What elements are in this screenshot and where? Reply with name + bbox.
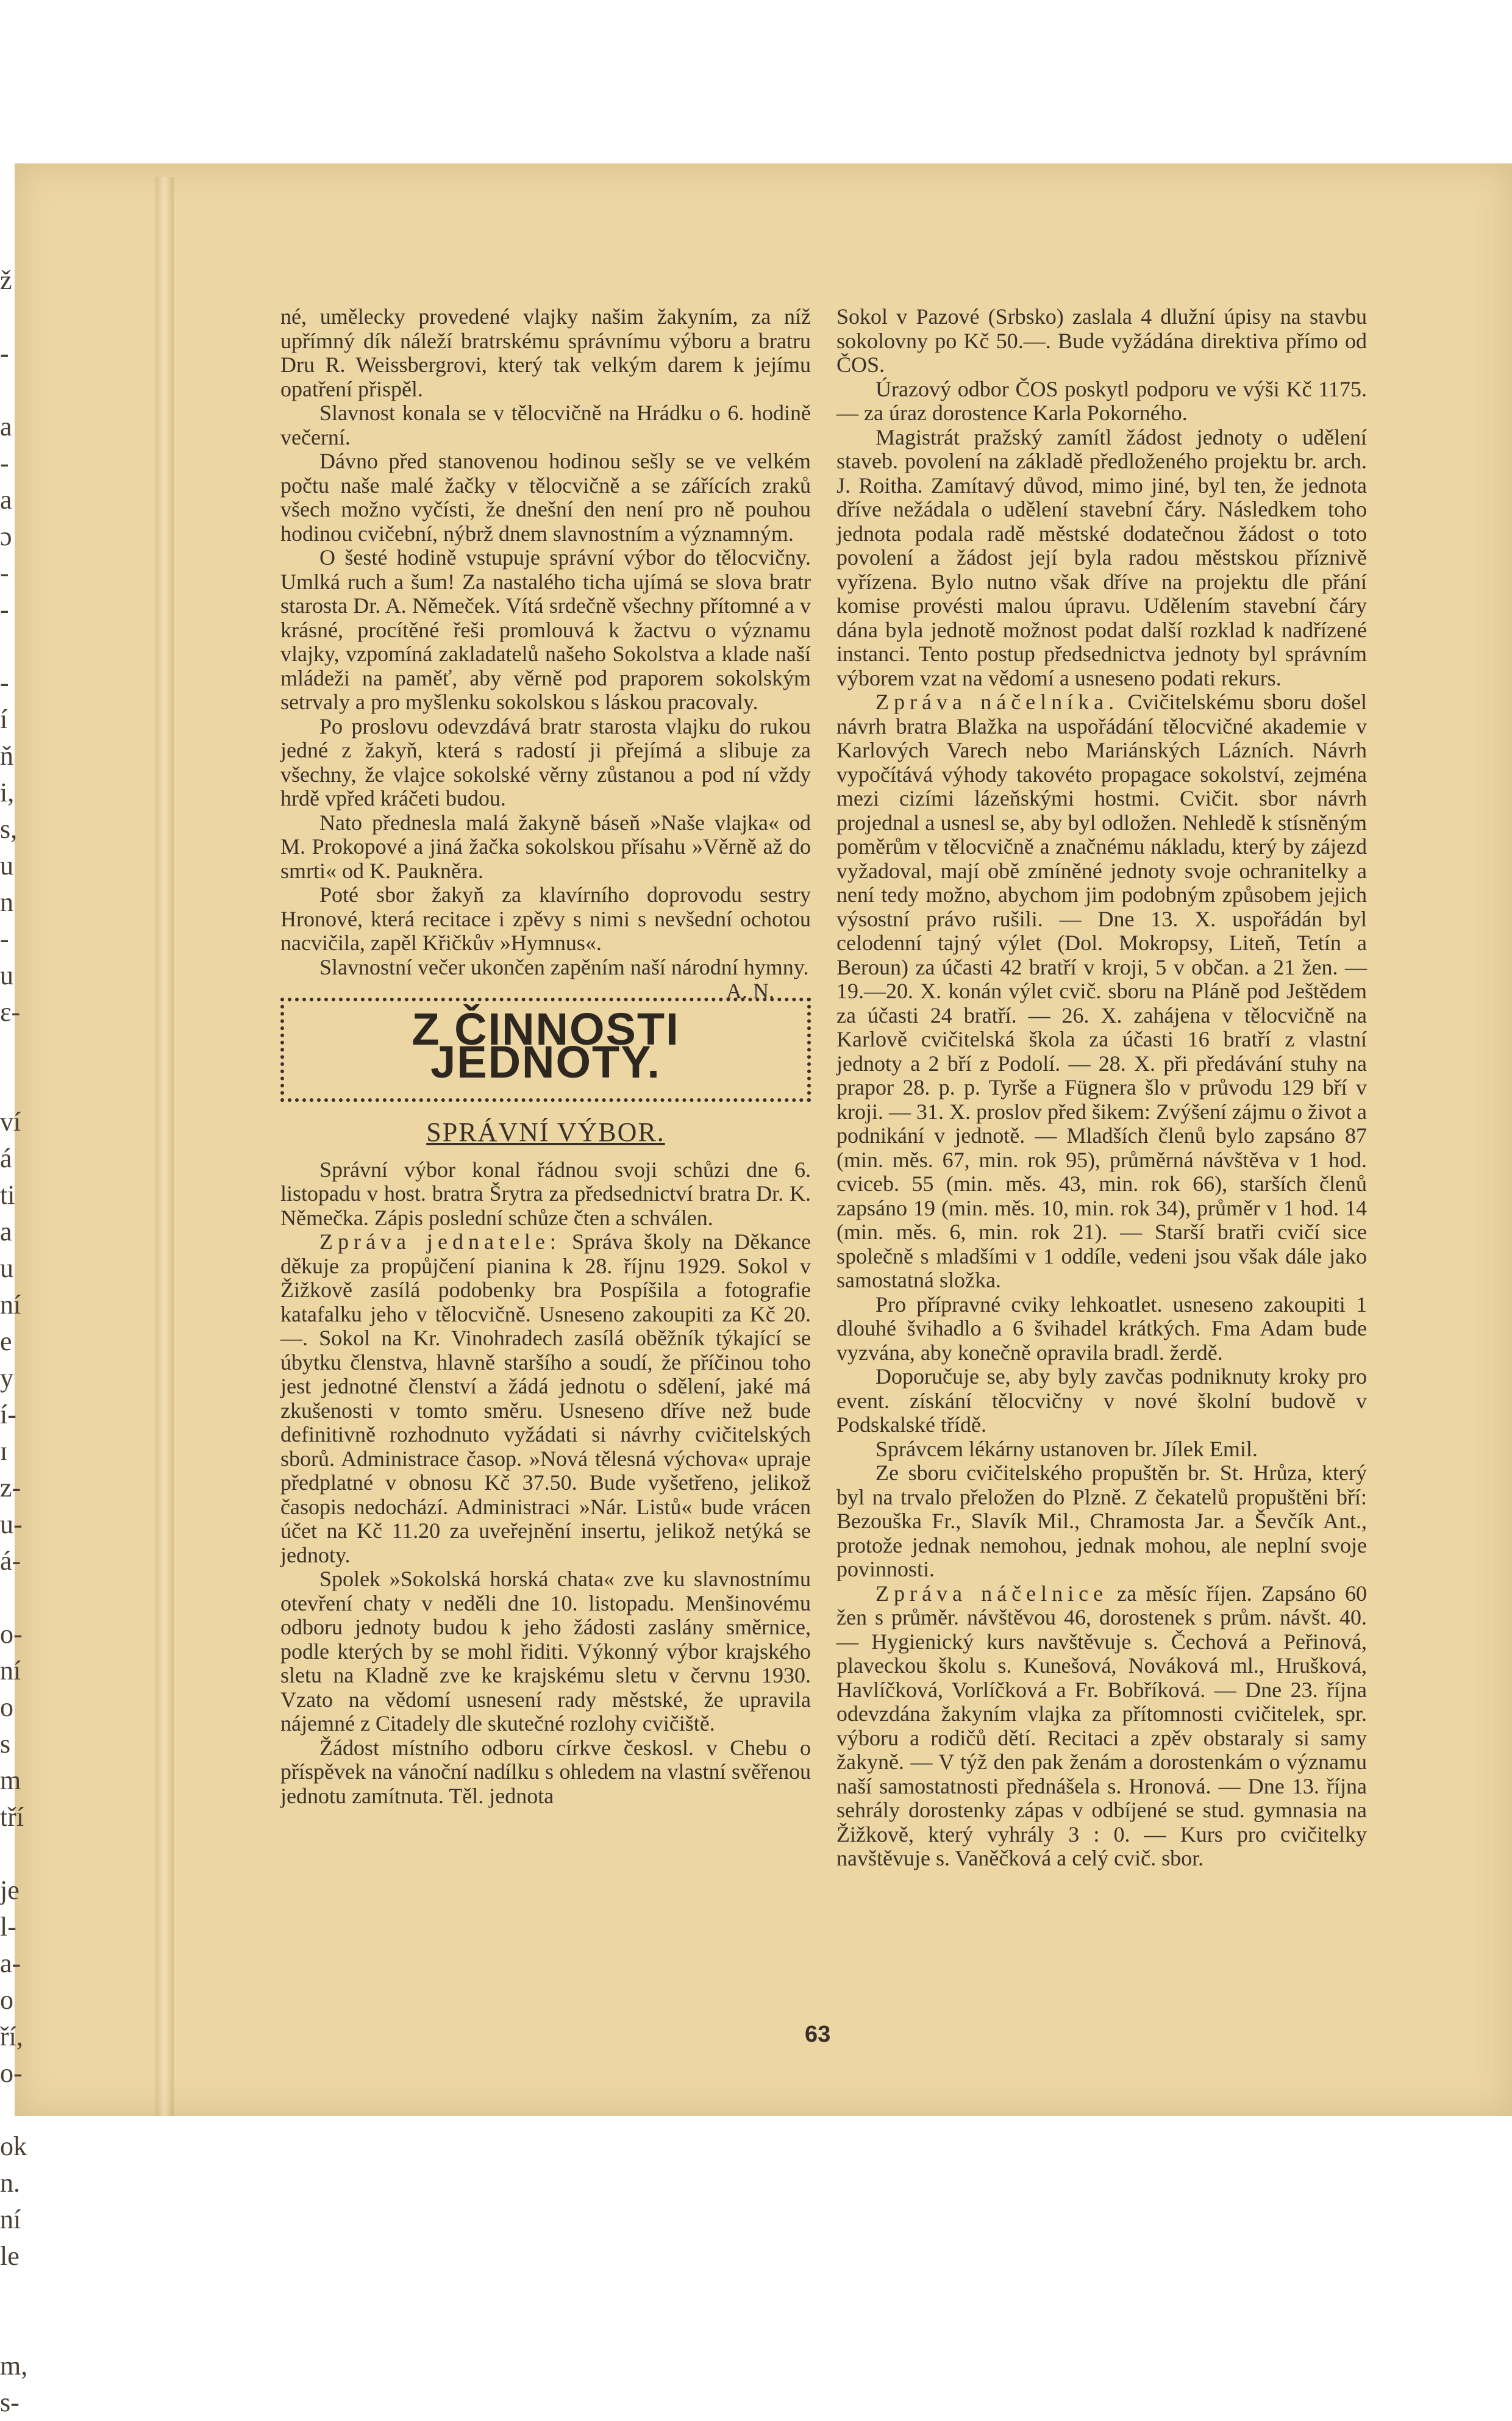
paragraph (280, 1230, 811, 1567)
paragraph-text: né, umělecky provedené vlajky našim žakyním, za níž upřímný dík náleží bratrskému správnímu výboru a bratru Dru R. Weissbergrovi, který tak velkým darem k jejímu opatření přispěl. (280, 304, 811, 401)
margin-fragment: z- (0, 1473, 21, 1503)
margin-fragment: ɔ (0, 521, 12, 551)
paragraph (836, 1293, 1367, 1365)
margin-fragment: ok (0, 2131, 27, 2161)
paragraph-text: Správa školy na Děkance děkuje za propůjčení pianina k 28. říjnu 1929. Sokol v Žižkově zasílá podobenky bra Pospíšila a fotografie katafalku jeho v tělocvičně. Usneseno zakoupiti za Kč 20.—. Sokol na Kr. Vinohradech zasílá oběžník týkající se úbytku členstva, hlavně staršího a soudí, že příčinou toho jest jednotné členství a žádá jednotu o sdělení, jaké má zkušenosti v tomto směru. Usneseno dříve než bude definitivně rozhodnuto vyžádati si návrhy cvičitelských sborů. Administrace časop. »Nová tělesná výchova« upraje předplatné v obnosu Kč 37.50. Bude vyšetřeno, jelikož časopis nedochází. Administraci »Nár. Listů« bude vrácen účet na Kč 11.20 za uveřejnění insertu, jelikož netýká se jednoty. (280, 1229, 811, 1567)
paragraph-text: Spolek »Sokolská horská chata« zve ku slavnostnímu otevření chaty v neděli dne 10. listopadu. Menšinovému odboru jednoty budou k jeho žádosti zaslány směrnice, podle kterých by se mohl řiditi. Výkonný výbor krajského sletu na Kladně zve ke krajskému sletu v červnu 1930. Vzato na vědomí usnesení rady městské, že upravila nájemné z Citadely dle skutečné rozlohy cvičiště. (280, 1567, 811, 1736)
paragraph (280, 401, 811, 449)
margin-fragment: ří, (0, 2022, 23, 2051)
paragraph-lead: Zpráva náčelnice (875, 1581, 1108, 1606)
margin-fragment: í (0, 704, 8, 734)
signature: A. N. (726, 979, 774, 1003)
margin-fragment: á (0, 1143, 12, 1173)
paragraph-lead: Zpráva náčelníka. (875, 690, 1119, 714)
margin-fragment: o- (0, 2058, 23, 2088)
margin-fragment: - (0, 448, 9, 478)
margin-fragment: ž (0, 265, 12, 295)
margin-fragment: tří (0, 1802, 24, 1832)
paragraph-text: Správcem lékárny ustanoven br. Jílek Emil. (875, 1436, 1258, 1461)
paragraph-text: Dávno před stanovenou hodinou sešly se ve velkém počtu naše malé žačky v tělocvičně a se zářících zraků všech možno vyčísti, že dnešní den není pro ně pouhou hodinou cvičební, nýbrž dnem slavnostním a významným. (280, 449, 811, 546)
margin-fragment: o (0, 1985, 13, 2015)
right-column-paragraphs (836, 305, 1367, 1871)
margin-fragment: s, (0, 814, 18, 844)
paragraph (836, 377, 1367, 426)
margin-fragment (0, 2092, 55, 2128)
margin-fragment: a (0, 412, 12, 442)
paragraph (836, 1365, 1367, 1437)
paragraph (280, 811, 811, 884)
margin-fragment: ví (0, 1107, 21, 1137)
margin-fragment (0, 1067, 55, 1104)
paragraph-text: Slavnost konala se v tělocvičně na Hrádku o 6. hodině večerní. (280, 401, 811, 449)
right-column (836, 305, 1367, 1871)
paragraph (836, 305, 1367, 377)
margin-fragment (0, 2275, 55, 2311)
left-margin-fragments (0, 262, 55, 2417)
margin-fragment (0, 1836, 55, 1872)
paragraph (280, 1567, 811, 1736)
paragraph-text: Cvičitelskému sboru došel návrh bratra Blažka na uspořádání tělocvičné akademie v Karlových Varech nebo Mariánských Lázních. Návrh vypočítává výhody takovéto propagace sokolství, zejména mezi cizími lázeňskými hostmi. Cvičit. sbor návrh projednal a usnesl se, aby byl odložen. Nehledě k stísněným poměrům v tělocvičně a značnému nákladu, který by zájezd vyžadoval, mají obě zmíněné jednoty svoje ochranitelky a není tedy možno, abychom jim podobným způsobem jejich výsostní právo rušili. — Dne 13. X. uspořádán byl celodenní tajný výlet (Dol. Mokropsy, Liteň, Tetín a Beroun) za účasti 42 bratří v kroji, 5 v občan. a 21 žen. — 19.—20. X. konán výlet cvič. sboru na Pláně pod Ještědem za účasti 24 bratří. — 26. X. zahájena v tělocvičně na Karlově cvičitelská škola za účasti 16 bratří z vlastní jednoty a 2 bří z Podolí. — 28. X. při předávání stuhy na prapor 28. p. p. Tyrše a Fügnera šlo v průvodu 129 bří v kroji. — 31. X. proslov před šikem: Zvýšení zájmu o život a podnikání v jednotě. — Mladších členů bylo zapsáno 87 (min. měs. 67, min. rok 95), průměrná návštěva v 1 hod. cviceb. 55 (min. měs. 43, min. rok 66), starších členů zapsáno 19 (min. měs. 10, min. rok 34), průměr v 1 hod. 14 (min. měs. 6, min. rok 21). — Starší bratři cvičí sice společně s mladšími v 1 oddíle, vedeni jsou však dále jako samostatná složka. (836, 690, 1367, 1292)
margin-fragment: u (0, 1253, 13, 1283)
paragraph-text: Doporučuje se, aby byly zavčas podniknuty kroky pro event. získání tělocvičny v nové školní budově v Podskalské třídě. (836, 1364, 1367, 1437)
margin-fragment (0, 2311, 55, 2348)
paragraph-text: Ze sboru cvičitelského propuštěn br. St. Hrůza, který byl na trvalo přeložen do Plzně. Z čekatelů propuštěni bří: Bezouška Fr., Slavík Mil., Chramosta Jar. a Ševčík Ant., protože jednak nemohou, jednak mohou, ale neplní svoje povinnosti. (836, 1461, 1367, 1581)
margin-fragment: u (0, 960, 13, 990)
margin-fragment: ti (0, 1180, 15, 1210)
spravni-vybor-paragraphs (280, 1158, 811, 1809)
paragraph (280, 1736, 811, 1809)
paragraph-text: Po proslovu odevzdává bratr starosta vlajku do rukou jedné z žakyň, která s radostí ji přejímá a slibuje za všechny, že vlajce sokolské věrny zůstanou a pod ní vždy hrdě vpřed kráčeti budou. (280, 713, 811, 810)
paragraph-text: Pro přípravné cviky lehkoatlet. usneseno zakoupiti 1 dlouhé švihadlo a 6 švihadel krátkých. Fma Adam bude vyzvána, aby konečně opravila bradl. žerdě. (836, 1292, 1367, 1365)
margin-fragment: ní (0, 2205, 21, 2234)
paragraph (836, 1461, 1367, 1582)
margin-fragment: ň (0, 741, 13, 771)
paragraph (836, 690, 1367, 1293)
margin-fragment (0, 1579, 55, 1616)
section-banner (280, 998, 811, 1102)
margin-fragment: u (0, 851, 13, 881)
margin-fragment (0, 372, 55, 409)
paragraph-text: Sokol v Pazové (Srbsko) zaslala 4 dlužní úpisy na stavbu sokolovny po Kč 50.—. Bude vyžádána direktiva přímo od ČOS. (836, 304, 1367, 377)
margin-fragment: - (0, 924, 9, 954)
margin-fragment: le (0, 2241, 20, 2271)
page-number: 63 (805, 2022, 831, 2047)
paragraph (836, 1437, 1367, 1462)
paragraph (280, 449, 811, 546)
page-fold (155, 177, 174, 2116)
paragraph (836, 426, 1367, 691)
paragraph-text: Magistrát pražský zamítl žádost jednoty o udělení staveb. povolení na základě předloženého projektu br. arch. J. Roitha. Zamítavý důvod, mimo jiné, byl ten, že jednota dříve nežádala o udělení stavební čáry. Následkem toho jednota podala radě městské dodatečnou žádost o toto povolení a žádost její byla radou městskou příznivě vyřízena. Bylo nutno však dříve na projektu dle přání komise provésti malou úpravu. Udělením stavební čáry dána byla jednotě možnost podat další rozklad k nadřízené instanci. Tento postup předsednictva jednoty byl správním výborem vzat na vědomí a usneseno podati rekurs. (836, 424, 1367, 690)
paragraph-text: Slavnostní večer ukončen zapěním naší národní hymny. (319, 954, 809, 979)
margin-fragment: m, (0, 2351, 28, 2381)
margin-fragment: - (0, 595, 9, 624)
margin-fragment (0, 628, 55, 665)
margin-fragment: u- (0, 1509, 23, 1539)
margin-fragment: ε- (0, 997, 21, 1027)
margin-fragment: a (0, 1217, 12, 1246)
margin-fragment: m (0, 1765, 21, 1795)
margin-fragment: n. (0, 2168, 20, 2198)
margin-fragment (0, 1031, 55, 1067)
margin-fragment: n (0, 887, 13, 917)
paragraph (280, 1158, 811, 1231)
paragraph (280, 305, 811, 401)
margin-fragment: - (0, 668, 9, 698)
margin-fragment: je (0, 1875, 20, 1905)
margin-fragment: i, (0, 778, 15, 807)
margin-fragment: a- (0, 1948, 21, 1978)
margin-fragment: o (0, 1692, 13, 1722)
paragraph (280, 715, 811, 811)
margin-fragment: s (0, 1729, 11, 1759)
left-column (280, 305, 811, 1808)
banner-title: Z ČINNOSTI JEDNOTY. (412, 1004, 680, 1087)
paragraph-text: Správní výbor konal řádnou svoji schůzi dne 6. listopadu v host. bratra Šrytra za předsednictví bratra Dr. K. Němečka. Zápis poslední schůze čten a schválen. (280, 1157, 811, 1230)
margin-fragment: o- (0, 1619, 23, 1649)
paragraph-text: za měsíc říjen. Zapsáno 60 žen s průměr. návštěvou 46, dorostenek s prům. návšt. 40. — Hygienický kurs navštěvuje s. Čechová a Peřinová, plaveckou školu s. Kunešová, Nováková ml., Hrušková, Havlíčková, Vorlíčková a Fr. Bobříková. — Dne 23. října odevzdána žakyním vlajka za přítomnosti cvičitelek, spr. výboru a rodičů dětí. Recitaci a zpěv obstaraly si samy žakyně. — V týž den pak ženám a dorostenkám o významu naší samostatnosti přednášela s. Hronová. — Dne 13. října sehrály dorostenky zápas v odbíjené se stud. gymnasia na Žižkově, který vyhrály 3 : 0. — Kurs pro cvičitelky navštěvuje s. Vaněčková a celý cvič. sbor. (836, 1581, 1367, 1870)
paragraph-text: O šesté hodině vstupuje správní výbor do tělocvičny. Umlká ruch a šum! Za nastalého ticha ujímá se slova bratr starosta Dr. A. Němeček. Vítá srdečně všechny přítomné a v krásné, procítěné řeši promlouvá k žactvu o významu vlajky, vzpomíná zakladatelů našeho Sokolstva a klade naší mládeži na paměť, aby věrně pod praporem sokolským setrvaly a pro myšlenku sokolskou s láskou pracovaly. (280, 545, 811, 714)
margin-fragment: l- (0, 1912, 16, 1942)
margin-fragment: ní (0, 1290, 21, 1320)
paragraph-lead: Zpráva jednatele: (319, 1229, 561, 1254)
paragraph-text: Úrazový odbor ČOS poskytl podporu ve výši Kč 1175.— za úraz dorostence Karla Pokorného. (836, 376, 1367, 425)
paragraph (280, 883, 811, 956)
paragraph-text: Žádost místního odboru církve českosl. v Chebu o příspěvek na vánoční nadílku s ohledem na vlastní svěřenou jednotu zamítnuta. Těl. jednota (280, 1735, 811, 1808)
margin-fragment: s- (0, 2387, 20, 2417)
margin-fragment: - (0, 338, 9, 368)
paragraph (280, 546, 811, 715)
margin-fragment: á- (0, 1546, 21, 1576)
paragraph-text: Nato přednesla malá žakyně báseň »Naše vlajka« od M. Prokopové a jiná žačka sokolskou přísahu »Věrně až do smrti« od K. Paukněra. (280, 810, 811, 883)
left-article-paragraphs (280, 304, 811, 1003)
margin-fragment: ní (0, 1656, 21, 1686)
section-heading: SPRÁVNÍ VÝBOR. (426, 1117, 665, 1147)
margin-fragment: - (0, 558, 9, 588)
margin-fragment (0, 299, 55, 335)
margin-fragment: ɪ (0, 1436, 8, 1466)
margin-fragment: a (0, 485, 12, 515)
paragraph-text: Poté sbor žakyň za klavírního doprovodu sestry Hronové, která recitace i zpěvy s nimi s nevšední ochotou nacvičila, zapěl Křičkův »Hymnus«. (280, 882, 811, 955)
margin-fragment: y (0, 1363, 13, 1393)
paragraph (836, 1582, 1367, 1871)
paragraph (280, 954, 811, 1003)
margin-fragment: í- (0, 1400, 16, 1429)
margin-fragment: e (0, 1326, 12, 1356)
